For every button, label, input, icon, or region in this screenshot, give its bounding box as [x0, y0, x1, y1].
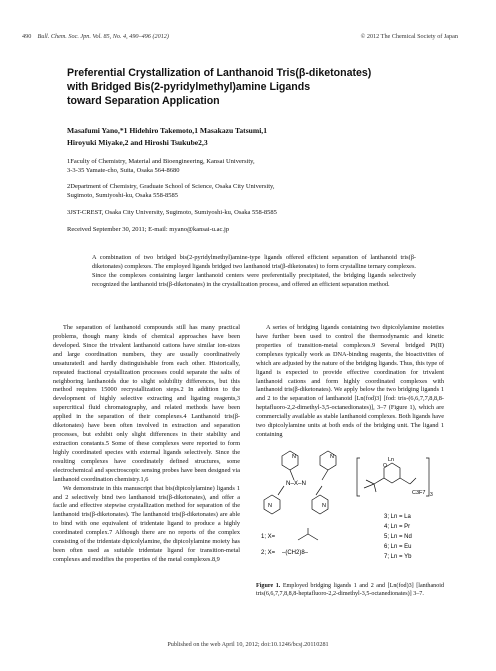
subscript-three: 3	[430, 492, 433, 498]
ln-label: Ln	[388, 457, 395, 463]
ln-list-item: 7; Ln = Yb	[384, 554, 412, 560]
paragraph: The separation of lanthanoid compounds still has many practical problems, though many kinds of chemical approaches have been developed. Since the trivalent lanthanoid cations have similar ion-sizes and large coordination numbers, they are usually coordinatively unsaturated1 and hardly distinguishable from each other. Historically, repeated fractional crystallization processes could separate the salts of neighboring lanthanoids due to slight solubility differences, but this method requires 15000 recrystallization steps.2 In addition to the development of highly selective extracting and ligating reagents,3 supercritical fluid chromatography, and related methods have been applied in the separation of their complexes.4 Lanthanoid tris(β-diketonates) have been often involved in extraction and separation processes, but exhibit only slight differences in their stability and extraction constants.5 Some of these complexes were reported to form highly coordinated species with external ligands selectively. Since the resulting complexes have coordinately defined structures, some electrochemical and spectroscopic sensing probes have been designed via lanthanoid coordination chemistry.1,6	[53, 324, 240, 483]
figure-1	[256, 434, 444, 579]
ln-list-item: 3; Ln = La	[384, 514, 411, 520]
authors-line-1: Masafumi Yano,*1 Hidehiro Takemoto,1 Masakazu Tatsumi,1	[67, 126, 267, 135]
pyridine-ring	[264, 495, 280, 514]
ln-list-item: 6; Ln = Eu	[384, 544, 412, 550]
title-line-3: toward Separation Application	[67, 95, 220, 107]
paragraph: A series of bridging ligands containing two dipicolylamine moieties have further been used to control the thermodynamic and kinetic properties of transition-metal complexes.9 Several bridged Pt(II) complexes typically work as DNA-binding reagents, the bioactivities of which are adjusted by the nature of the bridging ligands. Thus, this type of ligand is expected to provide effective coordination for trivalent lanthanoid cations and form highly coordinated complexes with lanthanoid tris(β-diketonates). We apply below the two bridging ligands 1 and 2 to the separation of lanthanoid [Ln(fod)3] [fod: tris-(6,6,7,7,8,8,8-heptafluoro-2,2-dimethyl-3,5-octanedionates)], 3–7 (Figure 1), which are commercially available as stable lanthanoid complexes. Both ligands have two dipicolylamine units at both ends of the bridging unit. The ligand 1 containing	[256, 324, 444, 439]
figure-1-caption	[256, 582, 444, 599]
page-number: 490	[22, 33, 32, 40]
ln-list-item: 4; Ln = Pr	[384, 524, 411, 530]
author-list	[67, 125, 427, 148]
abstract: A combination of two bridged bis(2-pyridylmethyl)amine-type ligands offered efficient separation of lanthanoid tris(β-diketonates) complexes. The employed ligands bridged two lanthanoid tris(β-diketonates) to form crystalline ternary complexes. Since the complexes containing larger lanthanoid centers were preferentially precipitated, the bridging ligands selectively recognized the lanthanoid tris(β-diketonates) in the crystallization process, and offered an efficient separation method.	[92, 254, 416, 288]
running-header	[22, 33, 169, 40]
affiliation-3: 3JST-CREST, Osaka City University, Sugimoto, Sumiyoshi-ku, Osaka 558-8585	[67, 209, 277, 216]
title-line-1: Preferential Crystallization of Lanthanoid Tris(β-diketonates)	[67, 67, 372, 79]
lanthanoid-list	[384, 514, 412, 560]
bridge-label: N–X–N	[286, 480, 306, 487]
chemical-structures-diagram	[256, 434, 444, 579]
authors-line-2: Hiroyuki Miyake,2 and Hiroshi Tsukube2,3	[67, 137, 208, 147]
copyright-notice: © 2012 The Chemical Society of Japan	[360, 33, 458, 40]
ring-n-label: N	[292, 454, 296, 460]
body-column-left	[53, 324, 240, 565]
publication-footer: Published on the web April 10, 2012; doi:10.1246/bcsj.20110281	[167, 641, 329, 648]
c3f7-label: C3F7	[412, 490, 426, 496]
paragraph: We demonstrate in this manuscript that bis(dipicolylamine) ligands 1 and 2 selectively bind two lanthanoid tris(β-diketonates), and offer a facile and effective stepwise crystallization method for separation of the lanthanoid tris(β-diketonates). The lanthanoid tris(β-diketonates) are able to bind with one equivalent of tridentate ligand to produce a highly coordinated complex.7 Although there are no reports of the complex consisting of the tridentate dipicolylamine, the dipicolylamine moiety has been often used as suitable tridentate ligand for transition-metal complexes and modifies the properties of the metal complexes.8,9	[53, 484, 240, 563]
received-line: Received September 30, 2011; E-mail: myano@kansai-u.ac.jp	[67, 226, 230, 233]
oxygen-label: O	[383, 463, 387, 469]
ring-n-label: N	[322, 503, 326, 509]
journal-reference: Bull. Chem. Soc. Jpn. Vol. 85, No. 4, 490–496 (2012)	[37, 33, 169, 40]
ligand-1-label: 1; X=	[261, 534, 276, 540]
title-line-2: with Bridged Bis(2-pyridylmethyl)amine Ligands	[67, 81, 311, 93]
ligand-2-label: 2; X=	[261, 550, 276, 556]
caption-label: Figure 1.	[256, 583, 281, 589]
caption-text: Employed bridging ligands 1 and 2 and [Ln(fod)3] [lanthanoid tris(6,6,7,7,8,8,8-heptafluoro-2,2-dimethyl-3,5-octanedionates)] 3–7.	[256, 583, 444, 598]
body-column-right	[256, 324, 444, 440]
article-title	[67, 66, 427, 108]
ring-n-label: N	[330, 454, 334, 460]
affiliation-1: 1Faculty of Chemistry, Material and Bioengineering, Kansai University, 3-3-35 Yamate-cho, Suita, Osaka 564-8680	[67, 158, 255, 174]
affiliation-2: 2Department of Chemistry, Graduate School of Science, Osaka City University, Sugimoto, Sumiyoshi-ku, Osaka 558-8585	[67, 183, 275, 199]
ring-n-label: N	[268, 503, 272, 509]
ln-list-item: 5; Ln = Nd	[384, 534, 412, 540]
ligand-2-chain: –(CH2)8–	[282, 550, 309, 556]
